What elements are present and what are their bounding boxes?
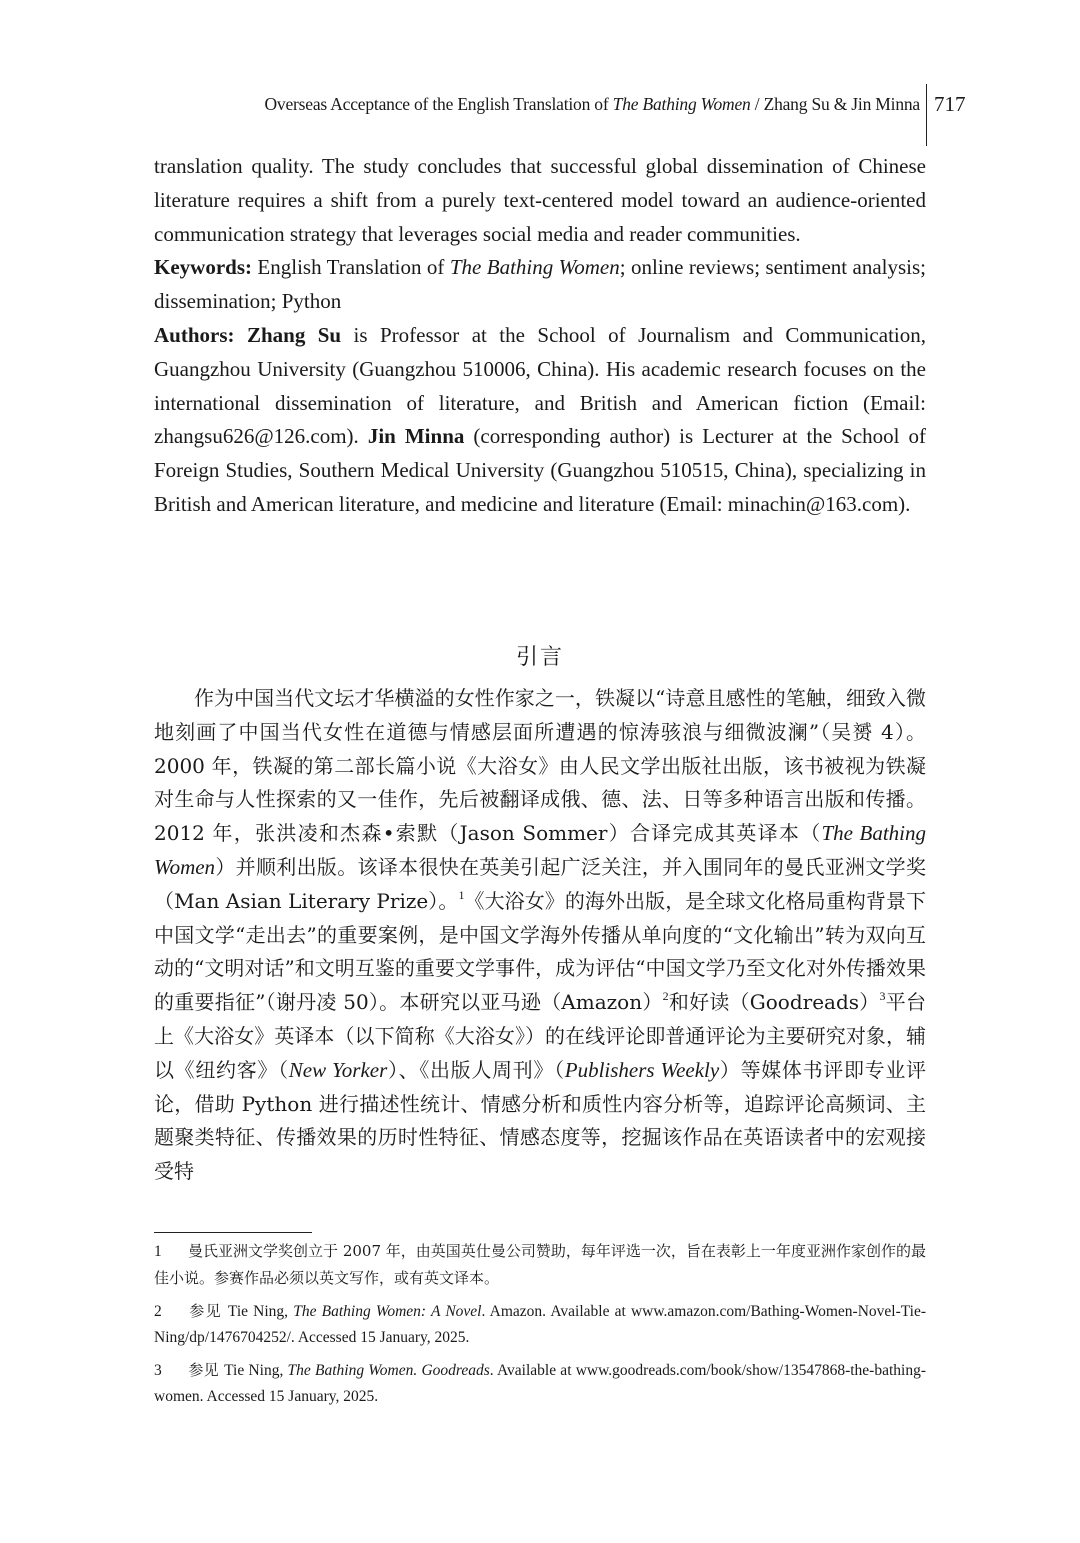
intro-italic-2: New Yorker bbox=[288, 1057, 388, 1082]
footnote-ref-1[interactable]: 1 bbox=[458, 887, 465, 902]
keywords-post: ; online reviews; sentiment analysis; dissemination; Python bbox=[154, 255, 926, 314]
author2-bio: (corresponding author) is Lecturer at the School of Foreign Studies, Southern Medical University (Guangzhou 510515, China), specializing in British and American literature, and medicine and literature (Email: minachin@163.com). bbox=[154, 424, 927, 516]
footnote-text: 曼氏亚洲文学奖创立于 2007 年，由英国英仕曼公司赞助，每年评选一次，旨在表彰上一年度亚洲作家创作的最佳小说。参赛作品必须以英文写作，或有英文译本。 bbox=[154, 1242, 926, 1287]
intro-text-4: 和好读（Goodreads） bbox=[668, 990, 880, 1015]
footnote-2 bbox=[154, 1298, 926, 1351]
keywords-pre: English Translation of bbox=[252, 255, 450, 280]
authors-paragraph bbox=[154, 319, 926, 522]
footnote-source: . Amazon. Available at www.amazon.com/Bathing-Women-Novel-Tie-Ning/dp/1476704252/. Accessed 15 January, 2025. bbox=[154, 1303, 927, 1346]
page-number: 717 bbox=[934, 92, 966, 116]
intro-paragraph bbox=[154, 682, 926, 1189]
running-title bbox=[264, 94, 920, 115]
footnote-source: . Available at www.goodreads.com/book/show/13547868-the-bathing-women. Accessed 15 January, 2025. bbox=[154, 1362, 926, 1405]
footnote-ref-2[interactable]: 2 bbox=[662, 989, 669, 1004]
footnote-title: The Bathing Women. Goodreads bbox=[287, 1362, 490, 1379]
running-title-suffix: / Zhang Su & Jin Minna bbox=[750, 94, 920, 114]
footnote-title: The Bathing Women: A Novel bbox=[293, 1303, 482, 1320]
author2-name: Jin Minna bbox=[367, 424, 465, 449]
footnote-number: 2 bbox=[154, 1303, 162, 1320]
footnotes bbox=[154, 1238, 926, 1416]
header-divider bbox=[926, 84, 927, 146]
intro-text-2: ）并顺利出版。该译本很快在英美引起广泛关注，并入围同年的曼氏亚洲文学奖（Man Asian Literary Prize）。 bbox=[154, 854, 926, 913]
abstract-block bbox=[154, 150, 926, 522]
section-heading: 引言 bbox=[515, 645, 564, 670]
footnote-divider bbox=[154, 1232, 312, 1233]
keywords-paragraph bbox=[154, 251, 926, 319]
footnote-author: Tie Ning, bbox=[227, 1303, 294, 1320]
footnote-author: Tie Ning, bbox=[224, 1362, 288, 1379]
footnote-1 bbox=[154, 1238, 926, 1292]
running-title-italic: The Bathing Women bbox=[612, 94, 751, 114]
running-header bbox=[0, 84, 1080, 144]
abstract-continuation: translation quality. The study concludes that successful global dissemination of Chinese literature requires a shift from a purely text-centered model toward an audience-oriented communication strategy that leverages social media and reader communities. bbox=[154, 154, 926, 246]
footnote-3 bbox=[154, 1357, 926, 1410]
author1-bio: is Professor at the School of Journalism and Communication, Guangzhou University (Guangzhou 510006, China). His academic research focuses on the international dissemination of literature, and British and American fiction (Email: zhangsu626@126.com). bbox=[154, 322, 926, 449]
intro-text-3: 《大浴女》的海外出版，是全球文化格局重构背景下中国文学“走出去”的重要案例，是中国文学海外传播从单向度的“文化输出”转为双向互动的“文明对话”和文明互鉴的重要文学事件，成为评估“中国文学乃至文化对外传播效果的重要指征”（谢丹凌 50）。本研究以亚马逊（Amazon） bbox=[154, 888, 927, 1015]
footnote-number: 3 bbox=[154, 1362, 162, 1379]
running-title-prefix: Overseas Acceptance of the English Translation of bbox=[264, 94, 613, 114]
intro-italic-3: Publishers Weekly bbox=[564, 1057, 720, 1082]
intro-text-5: 平台上《大浴女》英译本（以下简称《大浴女》）的在线评论即普通评论为主要研究对象，辅以《纽约客》（ bbox=[154, 990, 927, 1082]
keywords-label: Keywords: bbox=[154, 255, 252, 280]
footnote-prefix: 参见 bbox=[188, 1361, 225, 1379]
intro-text-6: ）、《出版人周刊》（ bbox=[387, 1057, 565, 1082]
intro-text-7: ）等媒体书评即专业评论，借助 Python 进行描述性统计、情感分析和质性内容分析等，追踪评论高频词、主题聚类特征、传播效果的历时性特征、情感态度等，挖掘该作品在英语读者中的宏观接受特 bbox=[154, 1057, 927, 1184]
authors-label: Authors: bbox=[154, 322, 235, 347]
intro-text-1: 作为中国当代文坛才华横溢的女性作家之一，铁凝以“诗意且感性的笔触，细致入微地刻画了中国当代女性在道德与情感层面所遭遇的惊涛骇浪与细微波澜”（吴赟 4）。2000 年，铁凝的第二部长篇小说《大浴女》由人民文学出版社出版，该书被视为铁凝对生命与人性探索的又一佳作，先后被翻译成俄、德、法、日等多种语言出版和传播。2012 年，张洪凌和杰森•索默（Jason Sommer）合译完成其英译本（ bbox=[154, 686, 926, 846]
footnote-ref-3[interactable]: 3 bbox=[879, 989, 886, 1004]
intro-italic-1: The Bathing Women bbox=[154, 821, 927, 879]
keywords-italic: The Bathing Women bbox=[449, 255, 620, 280]
footnote-prefix: 参见 bbox=[188, 1302, 228, 1320]
author1-name: Zhang Su bbox=[246, 322, 342, 347]
footnote-number: 1 bbox=[154, 1243, 162, 1260]
